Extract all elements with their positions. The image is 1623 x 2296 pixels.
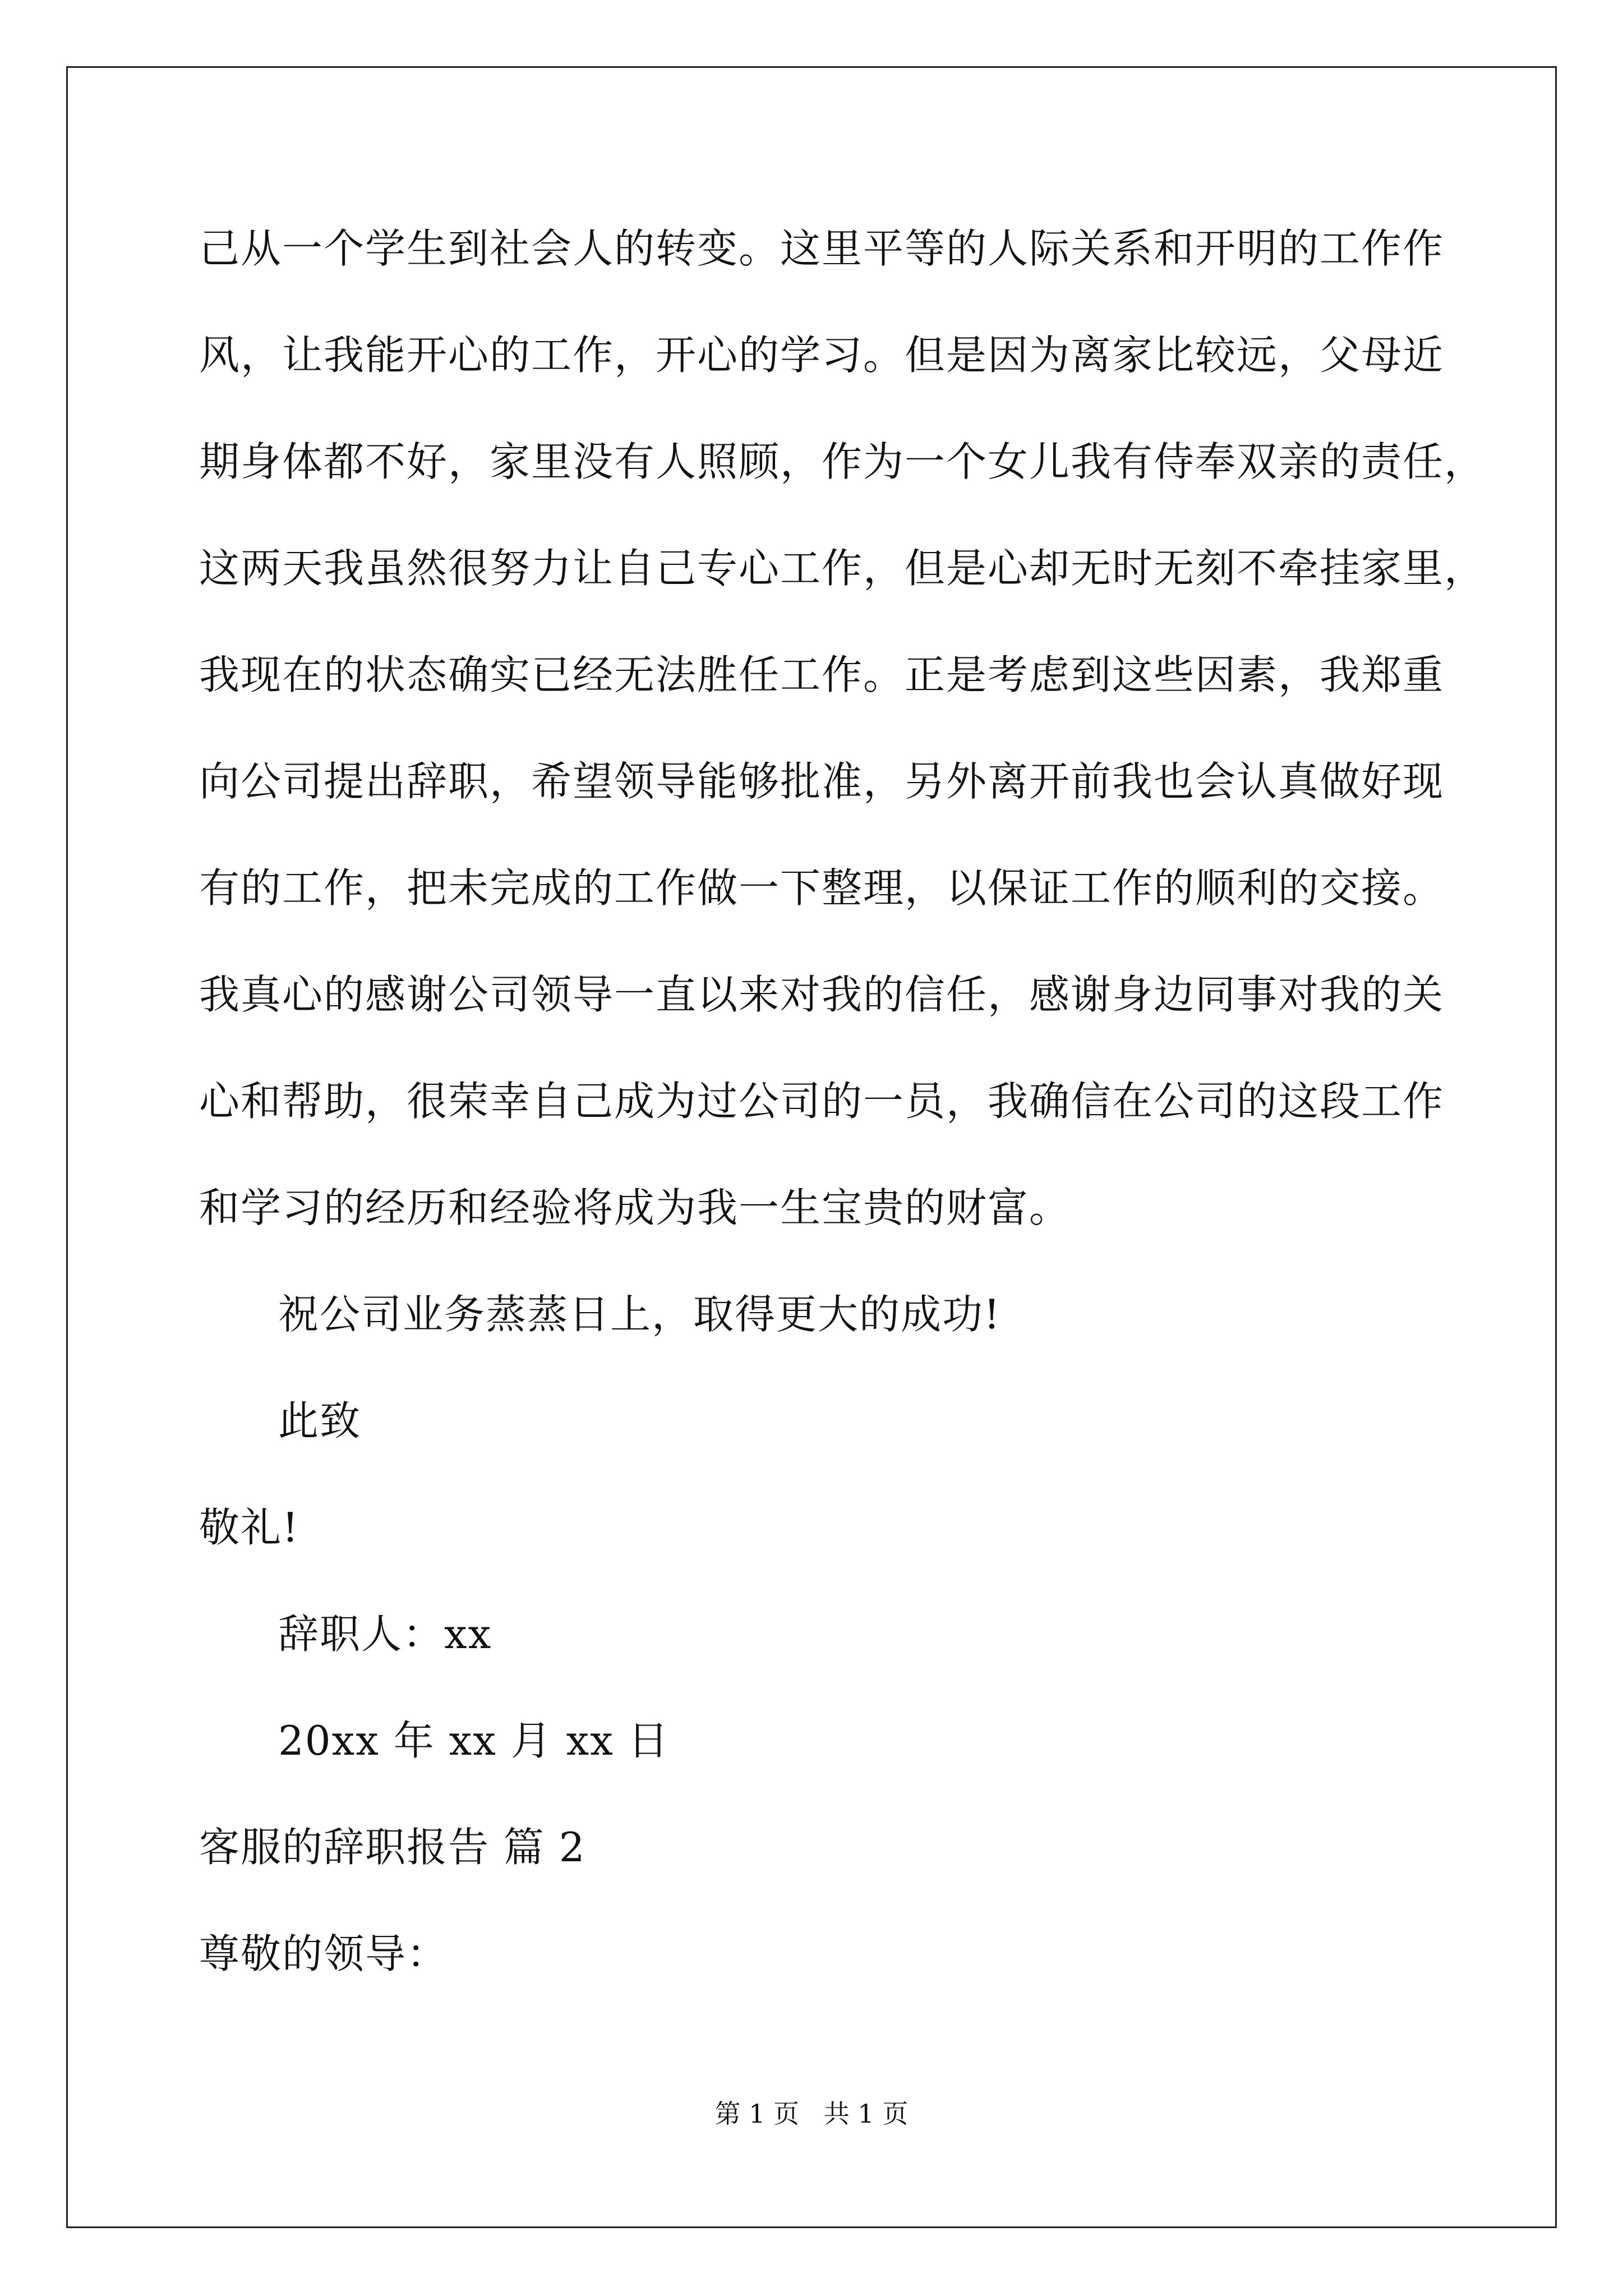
wish-line: 祝公司业务蒸蒸日上，取得更大的成功! xyxy=(278,1291,1001,1338)
paragraph-line: 我现在的状态确实已经无法胜任工作。正是考虑到这些因素，我郑重 xyxy=(199,651,1445,698)
paragraph-line: 我真心的感谢公司领导一直以来对我的信任，感谢身边同事对我的关 xyxy=(199,971,1445,1018)
paragraph-line: 己从一个学生到社会人的转变。这里平等的人际关系和开明的工作作 xyxy=(199,225,1445,272)
greeting-line: 尊敬的领导： xyxy=(199,1930,449,1977)
paragraph-line: 心和帮助，很荣幸自己成为过公司的一员，我确信在公司的这段工作 xyxy=(199,1078,1445,1125)
signature-line: 辞职人：xx xyxy=(278,1611,492,1658)
page-footer: 第 1 页 共 1 页 xyxy=(714,2099,909,2129)
date-line: 20xx 年 xx 月 xx 日 xyxy=(278,1717,670,1764)
closing-line: 此致 xyxy=(278,1397,362,1444)
page-frame xyxy=(66,66,1557,2228)
salute-line: 敬礼! xyxy=(199,1504,299,1551)
paragraph-line: 有的工作，把未完成的工作做一下整理，以保证工作的顺利的交接。 xyxy=(199,864,1445,912)
section-title: 客服的辞职报告 篇 2 xyxy=(199,1824,586,1871)
paragraph-line: 和学习的经历和经验将成为我一生宝贵的财富。 xyxy=(199,1184,1071,1231)
paragraph-line: 这两天我虽然很努力让自己专心工作，但是心却无时无刻不牵挂家里， xyxy=(199,545,1486,592)
paragraph-line: 向公司提出辞职，希望领导能够批准，另外离开前我也会认真做好现 xyxy=(199,758,1445,805)
paragraph-line: 风，让我能开心的工作，开心的学习。但是因为离家比较远，父母近 xyxy=(199,332,1445,379)
paragraph-line: 期身体都不好，家里没有人照顾，作为一个女儿我有侍奉双亲的责任， xyxy=(199,438,1486,485)
